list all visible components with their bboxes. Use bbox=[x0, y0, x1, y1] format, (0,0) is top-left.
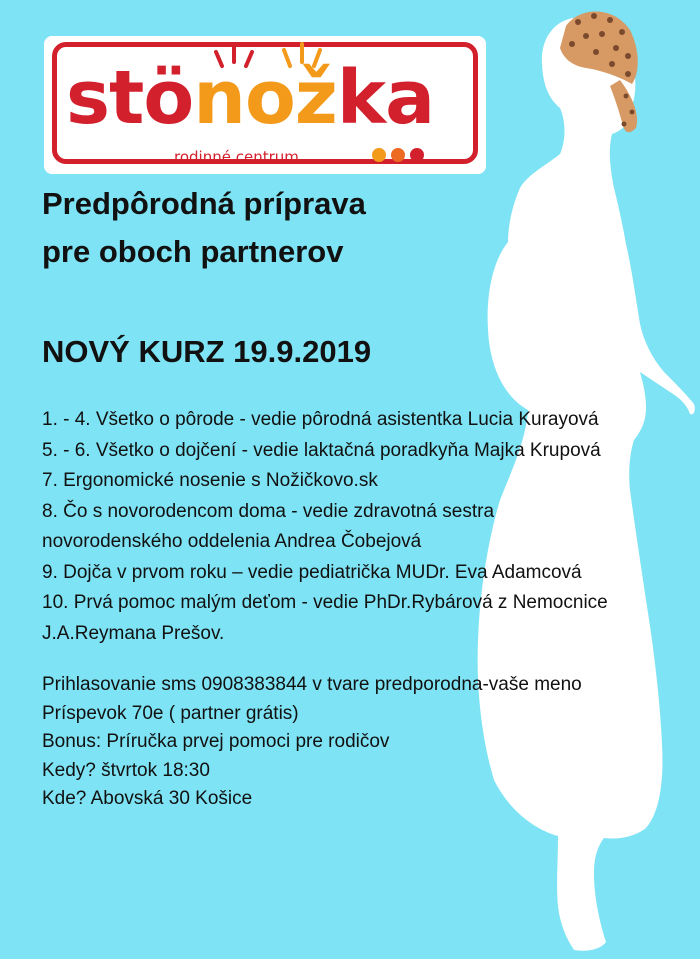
logo-word-part1: stö bbox=[66, 55, 194, 141]
schedule-line: 1. - 4. Všetko o pôrode - vedie pôrodná asistentka Lucia Kurayová bbox=[42, 409, 599, 430]
page-title bbox=[42, 180, 366, 276]
registration-info bbox=[42, 671, 582, 814]
info-line: Prihlasovanie sms 0908383844 v tvare predporodna-vaše meno bbox=[42, 674, 582, 695]
schedule-line: 5. - 6. Všetko o dojčení - vedie laktačná poradkyňa Majka Krupová bbox=[42, 439, 601, 461]
logo-word-part3: ka bbox=[336, 55, 435, 141]
title-line-1: Predpôrodná príprava bbox=[42, 186, 366, 221]
schedule-line: 10. Prvá pomoc malým deťom - vedie PhDr.Rybárová z Nemocnice bbox=[42, 592, 608, 613]
course-schedule bbox=[42, 405, 608, 649]
logo-word-part2: nož bbox=[193, 55, 337, 141]
schedule-line: 7. Ergonomické nosenie s Nožičkovo.sk bbox=[42, 470, 378, 491]
schedule-line: 8. Čo s novorodencom doma - vedie zdravotná sestra bbox=[42, 500, 495, 522]
title-line-2: pre oboch partnerov bbox=[42, 234, 344, 269]
info-line: Bonus: Príručka prvej pomoci pre rodičov bbox=[42, 731, 390, 752]
logo-dots-icon bbox=[370, 146, 430, 164]
stonozka-logo bbox=[44, 36, 486, 174]
info-line: Príspevok 70e ( partner grátis) bbox=[42, 702, 299, 724]
schedule-line: 9. Dojča v prvom roku – vedie pediatrička MUDr. Eva Adamcová bbox=[42, 561, 582, 583]
schedule-line: J.A.Reymana Prešov. bbox=[42, 622, 225, 644]
schedule-line: novorodenského oddelenia Andrea Čobejová bbox=[42, 531, 422, 552]
logo-tagline: rodinné centrum bbox=[174, 148, 299, 166]
course-heading: NOVÝ KURZ 19.9.2019 bbox=[42, 334, 372, 369]
logo-wordmark bbox=[66, 56, 434, 140]
info-line: Kde? Abovská 30 Košice bbox=[42, 788, 253, 809]
info-line: Kedy? štvrtok 18:30 bbox=[42, 759, 210, 781]
